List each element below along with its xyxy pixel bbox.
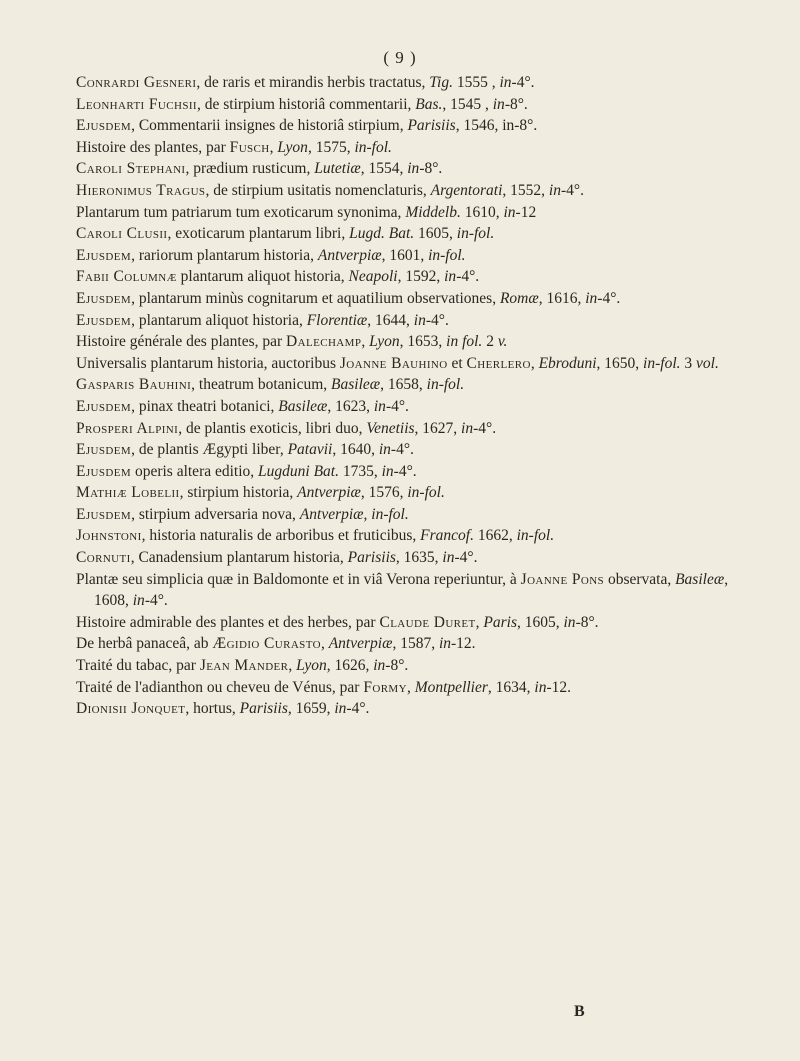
entry-author: Joanne Pons <box>520 570 605 588</box>
entry-author: Gasparis Bauhini <box>76 376 192 394</box>
bibliography-entry <box>76 180 736 202</box>
entry-italic-text: in <box>563 613 576 631</box>
bibliography-entry <box>76 677 736 699</box>
bibliography-entry <box>76 698 736 720</box>
entry-italic-text: in-fol. <box>426 376 465 394</box>
entry-italic-text: Lyon <box>369 333 400 351</box>
entry-italic-text: in <box>378 441 391 459</box>
bibliography-entry <box>76 266 736 288</box>
entry-text: -4°. <box>473 419 497 437</box>
entry-text: , <box>320 635 329 653</box>
entry-author: Conrardi Gesneri <box>76 74 197 91</box>
entry-italic-text: in <box>585 289 598 307</box>
bibliography-entry <box>76 439 736 461</box>
entry-italic-text: Basileæ <box>675 570 725 588</box>
entry-author: Ejusdem <box>76 397 132 415</box>
entry-italic-text: Antverpiæ <box>317 246 382 264</box>
entry-text: et <box>447 354 467 372</box>
entry-italic-text: in-fol. <box>354 138 392 156</box>
entry-text: -4°. <box>560 181 584 199</box>
entry-text: Traité de l'adianthon ou cheveu de Vénus, par <box>76 678 364 696</box>
entry-text: -4°. <box>456 268 480 286</box>
entry-text: Histoire admirable des plantes et des herbes, par <box>76 613 380 631</box>
bibliography-entry <box>76 418 736 440</box>
entry-text: , stirpium historia, <box>179 484 298 502</box>
entry-italic-text: Montpellier <box>414 678 488 696</box>
entry-text: , 1608, <box>94 570 729 610</box>
entry-italic-text: Middelb. <box>405 203 461 221</box>
entry-text: , 1626, <box>326 657 374 675</box>
entry-text: , <box>269 138 278 156</box>
entry-italic-text: Argentorati <box>430 181 503 199</box>
entry-author: Leonharti Fuchsii <box>76 95 197 113</box>
bibliography-entry <box>76 655 736 677</box>
entry-author: Claude Duret <box>379 613 476 631</box>
entry-italic-text: Antverpiæ <box>299 505 364 523</box>
entry-text: 1605, <box>414 225 457 243</box>
entry-text: , prædium rusticum, <box>185 160 315 178</box>
entry-italic-text: in-fol. <box>428 246 466 264</box>
entry-text: -4°. <box>511 74 535 91</box>
entry-italic-text: in <box>381 462 394 480</box>
entry-italic-text: in <box>499 74 512 91</box>
bibliography-list <box>76 72 736 720</box>
bibliography-entry <box>76 633 736 655</box>
entry-author: Dionisii Jonquet <box>76 700 186 718</box>
entry-italic-text: Patavii <box>287 441 333 459</box>
entry-italic-text: Venetiis <box>366 419 415 437</box>
entry-text: Plantarum tum patriarum tum exoticarum synonima, <box>76 203 406 221</box>
page-number: ( 9 ) <box>383 48 417 67</box>
entry-text: , de plantis exoticis, libri duo, <box>178 419 367 437</box>
entry-italic-text: in <box>373 657 386 675</box>
bibliography-entry <box>76 353 736 375</box>
entry-italic-text: in <box>534 678 547 696</box>
entry-text: , <box>475 613 484 631</box>
bibliography-entry <box>76 223 736 245</box>
entry-italic-text: Lutetiæ <box>314 160 361 178</box>
entry-text: -8°. <box>575 613 599 631</box>
entry-text: 3 <box>680 354 697 372</box>
entry-text: , <box>530 354 539 372</box>
entry-author: Joanne Bauhino <box>339 354 448 372</box>
entry-italic-text: in <box>444 268 457 286</box>
entry-author: Ejusdem <box>76 505 132 523</box>
entry-italic-text: in <box>503 203 516 221</box>
entry-text: -4°. <box>385 397 409 415</box>
entry-text: , 1644, <box>367 311 414 329</box>
entry-italic-text: in <box>492 95 505 113</box>
entry-text: , 1545 , <box>442 95 493 113</box>
entry-text: -4°. <box>144 592 168 610</box>
entry-text: -4°. <box>390 441 414 459</box>
bibliography-entry <box>76 310 736 332</box>
entry-text: , 1601, <box>381 246 429 264</box>
bibliography-entry <box>76 115 736 137</box>
bibliography-entry <box>76 612 736 634</box>
entry-text: Histoire des plantes, par <box>76 138 230 156</box>
entry-italic-text: Neapoli <box>348 268 398 286</box>
entry-text: , <box>361 333 370 351</box>
entry-text: , hortus, <box>185 700 240 718</box>
entry-text: , <box>363 505 372 523</box>
bibliography-entry <box>76 504 736 526</box>
bibliography-entry <box>76 72 736 94</box>
entry-text: 2 <box>482 333 498 351</box>
entry-author: Ejusdem <box>76 462 132 480</box>
entry-text: , 1592, <box>397 268 445 286</box>
entry-author: Ejusdem <box>76 246 132 264</box>
entry-italic-text: in <box>548 181 561 199</box>
entry-italic-text: in-fol. <box>643 354 681 372</box>
entry-text: -4°. <box>346 700 370 718</box>
entry-text: , 1653, <box>399 333 447 351</box>
entry-author: Ejusdem <box>76 117 132 135</box>
entry-italic-text: Florentiæ <box>306 311 368 329</box>
entry-text: , <box>288 657 297 675</box>
bibliography-entry <box>76 158 736 180</box>
entry-italic-text: in fol. <box>446 333 483 351</box>
entry-author: Ejusdem <box>76 289 132 307</box>
bibliography-entry <box>76 245 736 267</box>
entry-text: De herbâ panaceâ, ab <box>76 635 213 653</box>
entry-text: , 1627, <box>414 419 462 437</box>
entry-text: observata, <box>604 570 676 588</box>
entry-author: Ejusdem <box>76 441 132 459</box>
entry-text: , theatrum botanicum, <box>191 376 332 394</box>
entry-text: , exoticarum plantarum libri, <box>167 225 350 243</box>
entry-text: , 1587, <box>392 635 439 653</box>
bibliography-entry <box>76 288 736 310</box>
entry-text: , 1546, in-8°. <box>455 117 538 135</box>
bibliography-entry <box>76 202 736 224</box>
entry-text: 1662, <box>473 527 517 545</box>
entry-italic-text: Lyon <box>296 657 327 675</box>
entry-text: , Commentarii insignes de historiâ stirpium, <box>131 117 408 135</box>
entry-text: , 1623, <box>327 397 374 415</box>
entry-italic-text: in <box>334 700 347 718</box>
entry-text: , 1616, <box>538 289 586 307</box>
entry-text: , plantarum minùs cognitarum et aquatilium observationes, <box>131 289 500 307</box>
entry-italic-text: in <box>413 311 426 329</box>
entry-text: , 1634, <box>487 678 535 696</box>
entry-text: , de plantis Ægypti liber, <box>131 441 288 459</box>
entry-italic-text: in <box>407 160 420 178</box>
entry-author: Caroli Clusii <box>76 225 168 243</box>
entry-author: Fabii Columnæ <box>76 268 177 286</box>
entry-text: , 1635, <box>395 549 443 567</box>
entry-text: , 1575, <box>307 138 355 156</box>
bibliography-entry <box>76 461 736 483</box>
entry-italic-text: in-fol. <box>516 527 555 545</box>
entry-author: Formy <box>363 678 407 696</box>
entry-italic-text: Paris <box>483 613 517 631</box>
entry-author: Cornuti <box>76 549 131 567</box>
entry-italic-text: Lugd. Bat. <box>349 225 415 243</box>
entry-italic-text: in-fol. <box>456 225 495 243</box>
entry-text: 1555 , <box>452 74 500 91</box>
entry-text: Traité du tabac, par <box>76 657 200 675</box>
entry-text: -8°. <box>504 95 528 113</box>
entry-italic-text: Antverpiæ <box>297 484 361 502</box>
bibliography-entry <box>76 569 736 612</box>
entry-italic-text: Antverpiæ <box>328 635 393 653</box>
entry-text: , de stirpium usitatis nomenclaturis, <box>205 181 431 199</box>
entry-italic-text: v. <box>497 333 508 351</box>
bibliography-entry <box>76 374 736 396</box>
entry-italic-text: in <box>442 549 455 567</box>
entry-italic-text: Tig. <box>429 74 453 91</box>
entry-text: -12 <box>515 203 537 221</box>
entry-author: Hieronimus Tragus <box>76 181 206 199</box>
entry-italic-text: in-fol. <box>407 484 445 502</box>
entry-text: , 1640, <box>332 441 379 459</box>
entry-text: , 1554, <box>360 160 408 178</box>
entry-text: , 1650, <box>596 354 644 372</box>
entry-author: Mathiæ Lobelii <box>76 484 180 502</box>
bibliography-entry <box>76 396 736 418</box>
bibliography-entry <box>76 525 736 547</box>
entry-italic-text: Lugduni Bat. <box>258 462 339 480</box>
entry-text: , historia naturalis de arboribus et fruticibus, <box>141 527 421 545</box>
entry-italic-text: Francof. <box>420 527 474 545</box>
entry-italic-text: in <box>132 592 145 610</box>
entry-italic-text: Basileæ <box>331 376 381 394</box>
bibliography-entry <box>76 94 736 116</box>
entry-text: , Canadensium plantarum historia, <box>130 549 348 567</box>
entry-author: Dalechamp <box>286 333 362 351</box>
entry-text: -4°. <box>393 462 417 480</box>
entry-text: -4°. <box>425 311 449 329</box>
entry-text: -8°. <box>385 657 409 675</box>
entry-italic-text: Lyon <box>277 138 308 156</box>
entry-text: , plantarum aliquot historia, <box>131 311 307 329</box>
entry-text: operis altera editio, <box>131 462 259 480</box>
entry-text: -8°. <box>419 160 443 178</box>
entry-text: 1735, <box>338 462 382 480</box>
entry-text: -12. <box>546 678 572 696</box>
entry-text: , rariorum plantarum historia, <box>131 246 318 264</box>
entry-italic-text: Parisiis <box>407 117 456 135</box>
entry-italic-text: Parisiis <box>347 549 396 567</box>
bibliography-entry <box>76 547 736 569</box>
entry-author: Fusch <box>229 138 270 156</box>
entry-text: Universalis plantarum historia, auctoribus <box>76 354 340 372</box>
entry-author: Cherlero <box>466 354 531 372</box>
catchword: B <box>574 1003 585 1020</box>
entry-text: , 1659, <box>287 700 335 718</box>
entry-text: 1610, <box>460 203 504 221</box>
entry-italic-text: Ebroduni <box>538 354 597 372</box>
entry-author: Prosperi Alpini <box>76 419 179 437</box>
entry-author: Johnstoni <box>76 527 142 545</box>
entry-text: -4°. <box>454 549 478 567</box>
entry-text: , 1552, <box>502 181 549 199</box>
entry-text: , 1576, <box>360 484 408 502</box>
entry-author: Ejusdem <box>76 311 132 329</box>
entry-text: , 1605, <box>517 613 564 631</box>
entry-italic-text: Bas. <box>415 95 443 113</box>
entry-text: , stirpium adversaria nova, <box>131 505 300 523</box>
entry-italic-text: Basileæ <box>278 397 328 415</box>
entry-text: , 1658, <box>380 376 427 394</box>
bibliography-entry <box>76 137 736 159</box>
entry-italic-text: in <box>438 635 451 653</box>
bibliography-entry <box>76 331 736 353</box>
entry-text: Histoire générale des plantes, par <box>76 333 287 351</box>
entry-italic-text: in <box>373 397 386 415</box>
entry-italic-text: in <box>461 419 474 437</box>
entry-text: , de raris et mirandis herbis tractatus, <box>196 74 430 91</box>
entry-text: , de stirpium historiâ commentarii, <box>197 95 416 113</box>
entry-italic-text: Romæ <box>499 289 539 307</box>
entry-italic-text: vol. <box>696 354 719 372</box>
entry-author: Ægidio Curasto <box>212 635 321 653</box>
entry-text: , pinax theatri botanici, <box>131 397 279 415</box>
entry-author: Jean Mander <box>199 657 289 675</box>
entry-italic-text: Parisiis <box>239 700 288 718</box>
entry-text: , <box>406 678 415 696</box>
bibliography-entry <box>76 482 736 504</box>
entry-author: Caroli Stephani <box>76 160 186 178</box>
entry-text: -12. <box>451 635 476 653</box>
entry-text: Plantæ seu simplicia quæ in Baldomonte et in viâ Verona reperiuntur, à <box>76 570 521 588</box>
entry-text: plantarum aliquot historia, <box>176 268 349 286</box>
entry-italic-text: in-fol. <box>371 505 409 523</box>
entry-text: -4°. <box>597 289 621 307</box>
